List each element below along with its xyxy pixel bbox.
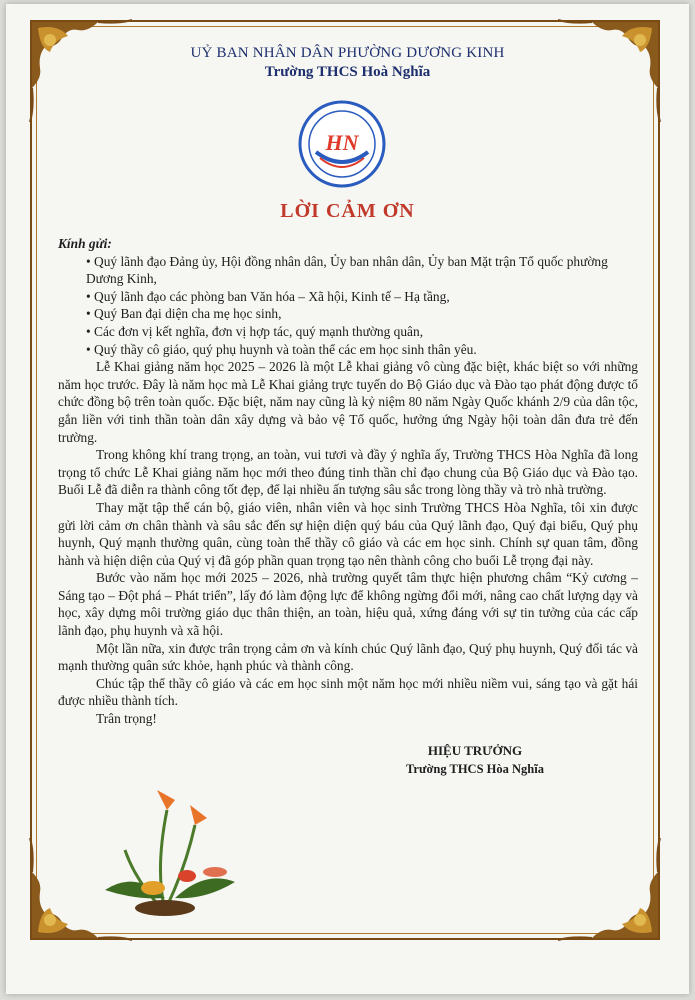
flower-decoration-icon (95, 770, 245, 920)
recipient-item: • Quý lãnh đạo các phòng ban Văn hóa – Xã hội, Kinh tế – Hạ tầng, (86, 288, 450, 304)
recipient-item: • Quý thầy cô giáo, quý phụ huynh và toàn thể các em học sinh thân yêu. (86, 341, 477, 357)
authority-name: UỶ BAN NHÂN DÂN PHƯỜNG DƯƠNG KINH (190, 45, 505, 61)
paragraph: Trong không khí trang trọng, an toàn, vui tươi và đầy ý nghĩa ấy, Trường THCS Hòa Nghĩa đã long trọng tổ chức Lễ Khai giảng năm học mới theo đúng tinh thần chỉ đạo chung của Bộ Giáo dục và Đào tạo. Buổi Lễ đã diễn ra thành công tốt đẹp, để lại nhiều ấn tượng sâu sắc trong lòng thầy và trò nhà trường. (58, 447, 638, 498)
paragraph: Chúc tập thể thầy cô giáo và các em học sinh một năm học mới nhiều niềm vui, sáng tạo và gặt hái được nhiều thành tích. (58, 675, 638, 709)
closing: Trân trọng! (96, 711, 157, 727)
recipient-item: • Các đơn vị kết nghĩa, đơn vị hợp tác, quý mạnh thường quân, (86, 323, 424, 339)
signature-role: HIỆU TRƯỞNG (427, 743, 523, 758)
greeting: Kính gửi: (58, 236, 112, 251)
corner-ornament-icon (552, 832, 662, 942)
signature-org: Trường THCS Hòa Nghĩa (406, 762, 544, 776)
logo-monogram: HN (325, 130, 359, 155)
letter-body (58, 235, 638, 728)
recipient-item: • Quý lãnh đạo Đảng ủy, Hội đồng nhân dân, Ủy ban nhân dân, Ủy ban Mặt trận Tổ quốc phường Dương Kinh, (86, 253, 608, 287)
school-logo-icon (298, 100, 386, 188)
paragraph: Lễ Khai giảng năm học 2025 – 2026 là một Lễ khai giảng vô cùng đặc biệt, khác biệt so với những năm học trước. Đây là năm học mà Lễ Khai giảng trực tuyến do Bộ Giáo dục và Đào tạo phát động được tổ chức đồng bộ trên toàn quốc. Đặc biệt, năm nay cũng là kỷ niệm 80 năm Ngày Quốc khánh 2/9 của dân tộc, gắn liền với tinh thần toàn dân xây dựng và bảo vệ Tổ quốc, hưởng ứng Ngày hội toàn dân đưa trẻ đến trường. (58, 359, 638, 445)
letter-title: LỜI CẢM ƠN (280, 200, 415, 222)
school-name: Trường THCS Hoà Nghĩa (264, 64, 431, 80)
paragraph: Bước vào năm học mới 2025 – 2026, nhà trường quyết tâm thực hiện phương châm “Kỷ cương – Sáng tạo – Đột phá – Phát triển”, lấy đó làm động lực để không ngừng đổi mới, nâng cao chất lượng dạy và học, xây dựng môi trường giáo dục thân thiện, an toàn, hiệu quả, xứng đáng với sự tin tưởng của các cấp lãnh đạo, phụ huynh và xã hội. (58, 570, 638, 639)
recipient-item: • Quý Ban đại diện cha mẹ học sinh, (86, 306, 282, 322)
paragraph: Một lần nữa, xin được trân trọng cảm ơn và kính chúc Quý lãnh đạo, Quý phụ huynh, Quý đối tác và mạnh thường quân sức khỏe, hạnh phúc và thành công. (58, 640, 638, 674)
paragraph: Thay mặt tập thể cán bộ, giáo viên, nhân viên và học sinh Trường THCS Hòa Nghĩa, tôi xin được gửi lời cảm ơn chân thành và sâu sắc đến sự hiện diện quý báu của Quý lãnh đạo, Quý đại biểu, Quý phụ huynh, Quý mạnh thường quân, cùng toàn thể thầy cô giáo và các em học sinh. Chính sự quan tâm, đồng hành và hiện diện của Quý vị đã góp phần quan trọng tạo nên thành công cho buổi Lễ trọng đại này. (58, 499, 638, 568)
